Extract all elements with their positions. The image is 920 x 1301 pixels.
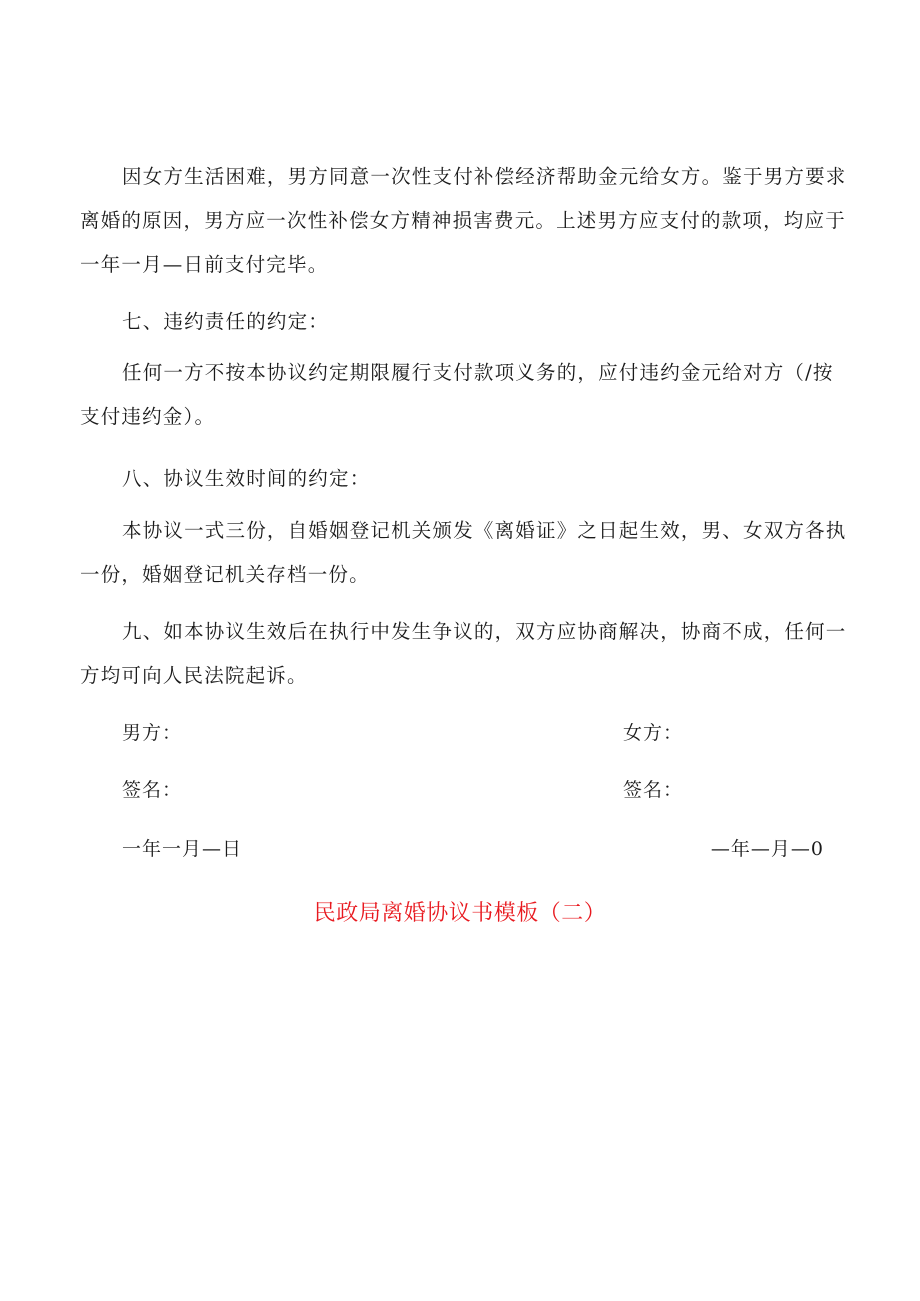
male-party-label: 男方：: [122, 722, 183, 744]
paragraph-line: 因女方生活困难，男方同意一次性支付补偿经济帮助金元给女方。鉴于男方要求: [122, 165, 847, 188]
paragraph-line: 离婚的原因，男方应一次性补偿女方精神损害费元。上述男方应支付的款项，均应于: [80, 209, 846, 232]
paragraph-line: 方均可向人民法院起诉。: [80, 664, 308, 687]
male-date: 一年一月—日: [122, 838, 243, 860]
female-party-label: 女方：: [623, 722, 684, 744]
paragraph-line: 一份，婚姻登记机关存档一份。: [80, 563, 370, 586]
female-signature-label: 签名：: [623, 779, 684, 801]
paragraph-line: 本协议一式三份，自婚姻登记机关颁发《离婚证》之日起生效，男、女双方各执: [122, 519, 847, 542]
section-heading-breach: 七、违约责任的约定：: [122, 310, 330, 333]
section-heading-effective: 八、协议生效时间的约定：: [122, 467, 371, 490]
paragraph-effective: [80, 509, 847, 597]
paragraph-compensation: [80, 155, 847, 287]
paragraph-line: 支付违约金）。: [80, 405, 216, 428]
next-template-title: 民政局离婚协议书模板（二）: [313, 901, 607, 926]
paragraph-line: 任何一方不按本协议约定期限履行支付款项义务的，应付违约金元给对方（/按: [122, 361, 834, 384]
paragraph-line: 九、如本协议生效后在执行中发生争议的，双方应协商解决，协商不成，任何一: [122, 620, 847, 643]
paragraph-breach: [80, 351, 834, 439]
female-date: —年—月—0: [710, 838, 824, 860]
paragraph-dispute: [80, 610, 847, 698]
paragraph-line: 一年一月—日前支付完毕。: [80, 253, 329, 276]
male-signature-label: 签名：: [122, 779, 183, 801]
